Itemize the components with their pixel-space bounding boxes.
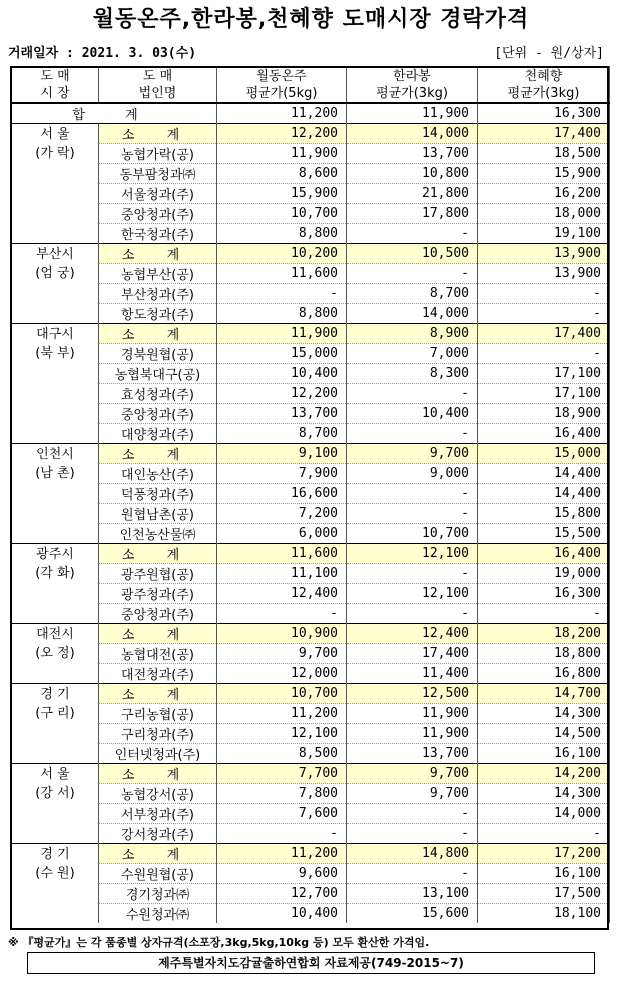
table-row — [12, 204, 610, 224]
table-row — [12, 384, 610, 404]
table-row — [12, 364, 610, 384]
price-cell: 9,700 — [347, 444, 478, 464]
corp-name: 서부청과(주) — [99, 804, 217, 824]
subtotal-row — [12, 324, 610, 344]
price-cell: 16,400 — [478, 544, 610, 564]
price-cell: 18,100 — [478, 904, 610, 924]
market-city: 서 울 — [40, 127, 70, 142]
table-row — [12, 604, 610, 624]
price-cell: 13,900 — [478, 244, 610, 264]
corp-name: 인천농산물㈜ — [99, 524, 217, 544]
subtotal-label: 소 계 — [99, 684, 217, 704]
corp-name: 원협남촌(공) — [99, 504, 217, 524]
price-cell: 13,100 — [347, 884, 478, 904]
price-cell: 15,800 — [478, 504, 610, 524]
price-cell: 17,400 — [478, 324, 610, 344]
table-row — [12, 184, 610, 204]
market-city: 경 기 — [40, 847, 70, 862]
table-row — [12, 424, 610, 444]
table-row — [12, 644, 610, 664]
corp-name: 동부팜청과㈜ — [99, 164, 217, 184]
price-cell: 7,900 — [217, 464, 347, 484]
price-cell: 12,400 — [217, 584, 347, 604]
price-cell: 15,000 — [217, 344, 347, 364]
price-cell: 19,000 — [478, 564, 610, 584]
table-row — [12, 904, 610, 924]
price-cell: - — [217, 604, 347, 624]
market-area: (각 화) — [35, 566, 75, 581]
price-cell: 12,200 — [217, 384, 347, 404]
grand-total-row — [12, 103, 610, 124]
table-row — [12, 524, 610, 544]
source-box: 제주특별자치도감귤출하연합회 자료제공(749-2015~7) — [27, 952, 595, 974]
price-cell: 6,000 — [217, 524, 347, 544]
price-cell: 11,200 — [217, 844, 347, 864]
header-col3-2: 평균가(3kg) — [478, 85, 610, 103]
market-area: (북 부) — [35, 346, 75, 361]
subtotal-label: 소 계 — [99, 844, 217, 864]
price-cell: 7,800 — [217, 784, 347, 804]
market-cell — [12, 244, 99, 324]
table-row — [12, 784, 610, 804]
grand-total-value: 11,200 — [217, 103, 347, 124]
price-cell: - — [478, 284, 610, 304]
corp-name: 농협강서(공) — [99, 784, 217, 804]
price-cell: - — [347, 864, 478, 884]
subtotal-row — [12, 624, 610, 644]
price-cell: 10,700 — [217, 204, 347, 224]
market-area: (구 리) — [35, 706, 75, 721]
corp-name: 농협부산(공) — [99, 264, 217, 284]
price-cell: 12,100 — [347, 584, 478, 604]
market-cell — [12, 624, 99, 684]
corp-name: 경기청과㈜ — [99, 884, 217, 904]
price-cell: 17,100 — [478, 384, 610, 404]
subtotal-row — [12, 444, 610, 464]
header-col1-1: 월동온주 — [217, 66, 347, 85]
price-cell: 14,000 — [347, 304, 478, 324]
market-city: 광주시 — [36, 547, 74, 562]
price-cell: 7,700 — [217, 764, 347, 784]
price-cell: - — [478, 304, 610, 324]
header-col1-2: 평균가(5kg) — [217, 85, 347, 103]
corp-name: 항도청과(주) — [99, 304, 217, 324]
corp-name: 대양청과(주) — [99, 424, 217, 444]
market-cell — [12, 764, 99, 844]
price-cell: - — [347, 604, 478, 624]
subtotal-label: 소 계 — [99, 244, 217, 264]
price-cell: 10,400 — [217, 904, 347, 924]
price-cell: 8,900 — [347, 324, 478, 344]
price-cell: 16,100 — [478, 864, 610, 884]
price-cell: 17,800 — [347, 204, 478, 224]
price-cell: - — [347, 424, 478, 444]
table-row — [12, 164, 610, 184]
corp-name: 강서청과(주) — [99, 824, 217, 844]
price-cell: 14,700 — [478, 684, 610, 704]
market-area: (가 락) — [35, 146, 75, 161]
price-cell: 12,100 — [347, 544, 478, 564]
price-cell: - — [217, 824, 347, 844]
market-area: (남 촌) — [35, 466, 75, 481]
price-cell: 11,900 — [217, 324, 347, 344]
header-col3-1: 천혜향 — [478, 66, 610, 85]
price-cell: 12,100 — [217, 724, 347, 744]
market-cell — [12, 444, 99, 544]
price-cell: 16,600 — [217, 484, 347, 504]
price-cell: 11,600 — [217, 264, 347, 284]
price-cell: 15,600 — [347, 904, 478, 924]
market-cell — [12, 124, 99, 244]
subtotal-label: 소 계 — [99, 124, 217, 144]
price-cell: 14,400 — [478, 484, 610, 504]
subtotal-label: 소 계 — [99, 444, 217, 464]
corp-name: 대인농산(주) — [99, 464, 217, 484]
table-row — [12, 704, 610, 724]
price-cell: 12,000 — [217, 664, 347, 684]
price-cell: 17,500 — [478, 884, 610, 904]
header-col2-1: 한라봉 — [347, 66, 478, 85]
price-cell: 7,000 — [347, 344, 478, 364]
market-city: 경 기 — [40, 687, 70, 702]
corp-name: 경북원협(공) — [99, 344, 217, 364]
price-cell: 17,400 — [478, 124, 610, 144]
price-cell: 10,900 — [217, 624, 347, 644]
price-cell: 10,200 — [217, 244, 347, 264]
price-cell: 16,100 — [478, 744, 610, 764]
subtotal-row — [12, 544, 610, 564]
table-row — [12, 144, 610, 164]
price-cell: 14,500 — [478, 724, 610, 744]
price-cell: 9,700 — [347, 784, 478, 804]
price-cell: 17,400 — [347, 644, 478, 664]
corp-name: 중앙청과(주) — [99, 404, 217, 424]
price-cell: 14,300 — [478, 704, 610, 724]
corp-name: 대전청과(주) — [99, 664, 217, 684]
corp-name: 농협가락(공) — [99, 144, 217, 164]
corp-name: 효성청과(주) — [99, 384, 217, 404]
subtotal-label: 소 계 — [99, 324, 217, 344]
price-cell: 15,900 — [217, 184, 347, 204]
price-cell: 18,000 — [478, 204, 610, 224]
market-cell — [12, 544, 99, 624]
price-cell: 9,600 — [217, 864, 347, 884]
price-cell: 15,000 — [478, 444, 610, 464]
corp-name: 광주청과(주) — [99, 584, 217, 604]
grand-total-value: 16,300 — [478, 103, 610, 124]
corp-name: 수원원협(공) — [99, 864, 217, 884]
price-cell: 8,600 — [217, 164, 347, 184]
subtotal-row — [12, 244, 610, 264]
price-cell: - — [347, 804, 478, 824]
price-cell: 14,400 — [478, 464, 610, 484]
market-cell — [12, 684, 99, 764]
price-cell: - — [347, 564, 478, 584]
corp-name: 중앙청과(주) — [99, 204, 217, 224]
footnote: ※ 『평균가』는 각 품종별 상자규격(소포장,3kg,5kg,10kg 등) 모두 환산한 가격임. — [8, 936, 430, 949]
price-cell: 16,400 — [478, 424, 610, 444]
table-row — [12, 344, 610, 364]
table-row — [12, 304, 610, 324]
price-cell: 13,700 — [347, 744, 478, 764]
price-cell: 12,200 — [217, 124, 347, 144]
price-cell: - — [478, 344, 610, 364]
header-col2-2: 평균가(3kg) — [347, 85, 478, 103]
price-cell: 12,500 — [347, 684, 478, 704]
corp-name: 구리농협(공) — [99, 704, 217, 724]
subtotal-label: 소 계 — [99, 624, 217, 644]
table-row — [12, 584, 610, 604]
price-cell: 18,800 — [478, 644, 610, 664]
market-area: (강 서) — [35, 786, 75, 801]
price-cell: - — [347, 824, 478, 844]
market-city: 인천시 — [36, 447, 74, 462]
market-area: (오 정) — [35, 646, 75, 661]
corp-name: 덕풍청과(주) — [99, 484, 217, 504]
price-cell: - — [347, 504, 478, 524]
price-cell: 15,500 — [478, 524, 610, 544]
price-cell: 11,100 — [217, 564, 347, 584]
price-cell: - — [217, 284, 347, 304]
price-cell: 9,700 — [347, 764, 478, 784]
table-row — [12, 884, 610, 904]
corp-name: 부산청과(주) — [99, 284, 217, 304]
market-city: 서 울 — [40, 767, 70, 782]
grand-total-value: 11,900 — [347, 103, 478, 124]
trade-date: 거래일자 : 2021. 3. 03(수) — [8, 46, 197, 61]
price-cell: 11,900 — [347, 704, 478, 724]
price-cell: 11,400 — [347, 664, 478, 684]
price-cell: - — [347, 264, 478, 284]
price-cell: 12,400 — [347, 624, 478, 644]
subtotal-label: 소 계 — [99, 544, 217, 564]
table-row — [12, 224, 610, 244]
price-cell: 17,200 — [478, 844, 610, 864]
price-cell: 10,500 — [347, 244, 478, 264]
price-cell: 14,000 — [347, 124, 478, 144]
price-cell: 18,900 — [478, 404, 610, 424]
table-row — [12, 404, 610, 424]
table-row — [12, 744, 610, 764]
price-cell: 14,800 — [347, 844, 478, 864]
price-cell: 8,800 — [217, 224, 347, 244]
price-cell: 19,100 — [478, 224, 610, 244]
price-cell: 17,100 — [478, 364, 610, 384]
unit-label: [단위 - 원/상자] — [494, 46, 604, 61]
corp-name: 수원청과㈜ — [99, 904, 217, 924]
price-cell: - — [478, 824, 610, 844]
corp-name: 구리청과(주) — [99, 724, 217, 744]
price-cell: 11,600 — [217, 544, 347, 564]
price-cell: 10,400 — [347, 404, 478, 424]
price-cell: 14,200 — [478, 764, 610, 784]
price-cell: 18,500 — [478, 144, 610, 164]
price-cell: - — [347, 384, 478, 404]
price-cell: 16,800 — [478, 664, 610, 684]
price-cell: - — [478, 604, 610, 624]
table-row — [12, 864, 610, 884]
price-cell: 18,200 — [478, 624, 610, 644]
price-cell: 9,000 — [347, 464, 478, 484]
corp-name: 서울청과(주) — [99, 184, 217, 204]
market-cell — [12, 844, 99, 924]
price-cell: 10,700 — [217, 684, 347, 704]
corp-name: 중앙청과(주) — [99, 604, 217, 624]
table-row — [12, 564, 610, 584]
subtotal-row — [12, 764, 610, 784]
corp-name: 인터넷청과(주) — [99, 744, 217, 764]
market-city: 대전시 — [36, 627, 74, 642]
price-cell: 9,700 — [217, 644, 347, 664]
price-cell: 13,700 — [217, 404, 347, 424]
price-cell: 8,700 — [347, 284, 478, 304]
price-table — [11, 66, 610, 923]
price-cell: 13,700 — [347, 144, 478, 164]
market-city: 부산시 — [36, 247, 74, 262]
price-cell: 8,300 — [347, 364, 478, 384]
table-row — [12, 724, 610, 744]
price-cell: 8,700 — [217, 424, 347, 444]
table-row — [12, 464, 610, 484]
grand-total-label: 합 계 — [12, 103, 217, 124]
corp-name: 한국청과(주) — [99, 224, 217, 244]
subtotal-row — [12, 844, 610, 864]
market-cell — [12, 324, 99, 444]
header-corp-2: 법인명 — [99, 85, 217, 103]
price-cell: 16,300 — [478, 584, 610, 604]
market-area: (엄 궁) — [35, 266, 75, 281]
subtotal-label: 소 계 — [99, 764, 217, 784]
table-row — [12, 284, 610, 304]
price-cell: 12,700 — [217, 884, 347, 904]
price-cell: 10,700 — [347, 524, 478, 544]
table-row — [12, 804, 610, 824]
corp-name: 광주원협(공) — [99, 564, 217, 584]
subtotal-row — [12, 684, 610, 704]
price-cell: 9,100 — [217, 444, 347, 464]
table-row — [12, 484, 610, 504]
price-cell: 10,400 — [217, 364, 347, 384]
header-corp-1: 도 매 — [99, 66, 217, 85]
table-row — [12, 504, 610, 524]
market-area: (수 원) — [35, 866, 75, 881]
price-cell: - — [347, 484, 478, 504]
price-cell: 13,900 — [478, 264, 610, 284]
price-cell: 14,300 — [478, 784, 610, 804]
corp-name: 농협북대구(공) — [99, 364, 217, 384]
subtotal-row — [12, 124, 610, 144]
table-row — [12, 824, 610, 844]
price-cell: - — [347, 224, 478, 244]
price-cell: 7,600 — [217, 804, 347, 824]
price-cell: 11,900 — [217, 144, 347, 164]
table-row — [12, 264, 610, 284]
price-cell: 11,200 — [217, 704, 347, 724]
page-title: 월동온주,한라봉,천혜향 도매시장 경락가격 — [92, 7, 530, 32]
header-market-1: 도 매 — [12, 66, 99, 85]
price-cell: 14,000 — [478, 804, 610, 824]
price-cell: 8,500 — [217, 744, 347, 764]
price-cell: 8,800 — [217, 304, 347, 324]
table-row — [12, 664, 610, 684]
price-cell: 16,200 — [478, 184, 610, 204]
price-cell: 10,800 — [347, 164, 478, 184]
price-cell: 7,200 — [217, 504, 347, 524]
price-cell: 21,800 — [347, 184, 478, 204]
price-cell: 15,900 — [478, 164, 610, 184]
market-city: 대구시 — [36, 327, 74, 342]
corp-name: 농협대전(공) — [99, 644, 217, 664]
header-market-2: 시 장 — [12, 85, 99, 103]
price-cell: 11,900 — [347, 724, 478, 744]
